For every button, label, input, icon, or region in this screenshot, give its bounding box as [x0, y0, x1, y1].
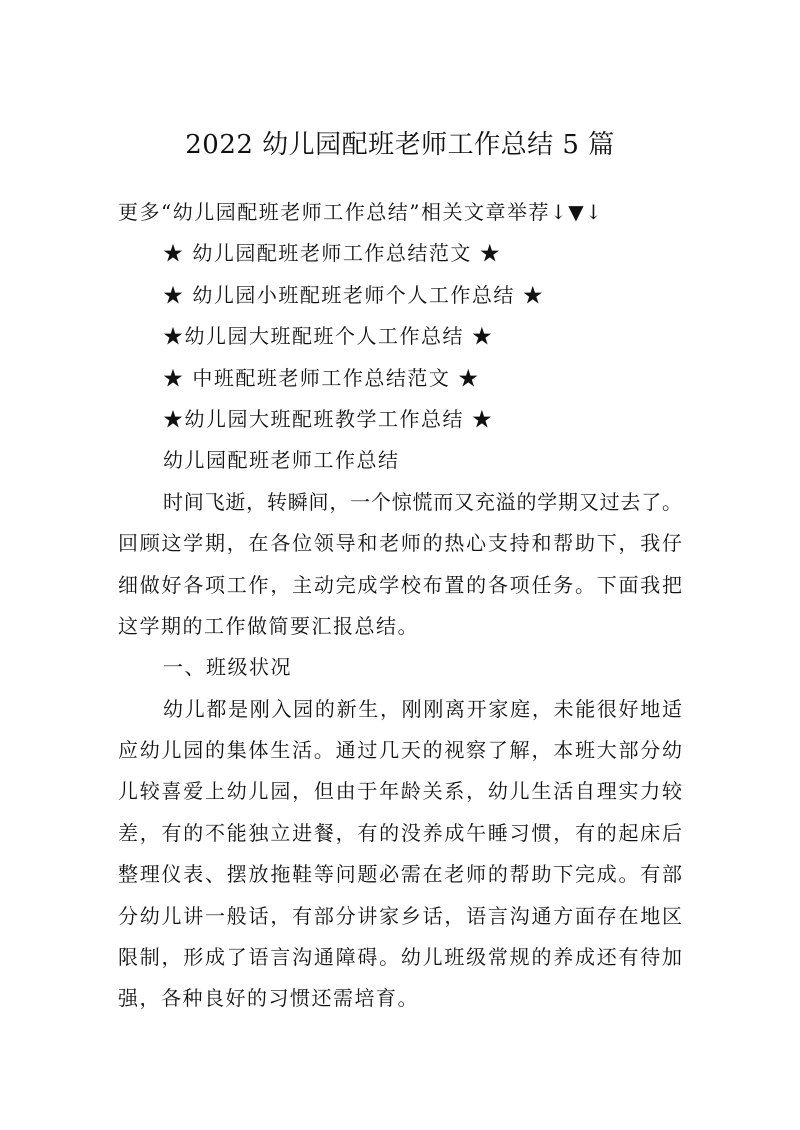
paragraph-line: 儿较喜爱上幼儿园，但由于年龄关系，幼儿生活自理实力较: [118, 779, 682, 804]
intro-paragraph: [118, 482, 682, 648]
paragraph-line: 分幼儿讲一般话，有部分讲家乡话，语言沟通方面存在地区: [118, 903, 682, 928]
document-body: [118, 192, 682, 1020]
paragraph-line: 差，有的不能独立进餐，有的没养成午睡习惯，有的起床后: [118, 820, 682, 845]
related-article-item: ★幼儿园大班配班个人工作总结 ★: [163, 324, 494, 349]
article-heading: 幼儿园配班老师工作总结: [163, 448, 400, 473]
paragraph-line: 幼儿都是刚入园的新生，刚刚离开家庭，未能很好地适: [163, 696, 682, 721]
related-article-item: ★幼儿园大班配班教学工作总结 ★: [163, 406, 494, 431]
related-article-item: ★ 中班配班老师工作总结范文 ★: [163, 365, 480, 390]
paragraph-line: 回顾这学期，在各位领导和老师的热心支持和帮助下，我仔: [118, 531, 682, 556]
more-related-articles: 更多“幼儿园配班老师工作总结”相关文章举荐↓▼↓: [118, 200, 604, 224]
related-article-item: ★ 幼儿园小班配班老师个人工作总结 ★: [163, 282, 545, 307]
paragraph-line: 强，各种良好的习惯还需培育。: [118, 986, 419, 1011]
paragraph-line: 应幼儿园的集体生活。通过几天的视察了解，本班大部分幼: [118, 738, 682, 763]
paragraph-line: 限制，形成了语言沟通障碍。幼儿班级常规的养成还有待加: [118, 945, 682, 970]
paragraph-line: 时间飞逝，转瞬间，一个惊慌而又充溢的学期又过去了。: [163, 489, 682, 514]
section-1-paragraph: [118, 689, 682, 1020]
related-article-item: ★ 幼儿园配班老师工作总结范文 ★: [163, 241, 502, 266]
document-title: 2022 幼儿园配班老师工作总结 5 篇: [185, 130, 615, 160]
paragraph-line: 这学期的工作做简要汇报总结。: [118, 613, 419, 638]
paragraph-line: 细做好各项工作，主动完成学校布置的各项任务。下面我把: [118, 572, 682, 597]
section-heading: 一、班级状况: [163, 655, 292, 680]
paragraph-line: 整理仪表、摆放拖鞋等问题必需在老师的帮助下完成。有部: [118, 862, 682, 887]
